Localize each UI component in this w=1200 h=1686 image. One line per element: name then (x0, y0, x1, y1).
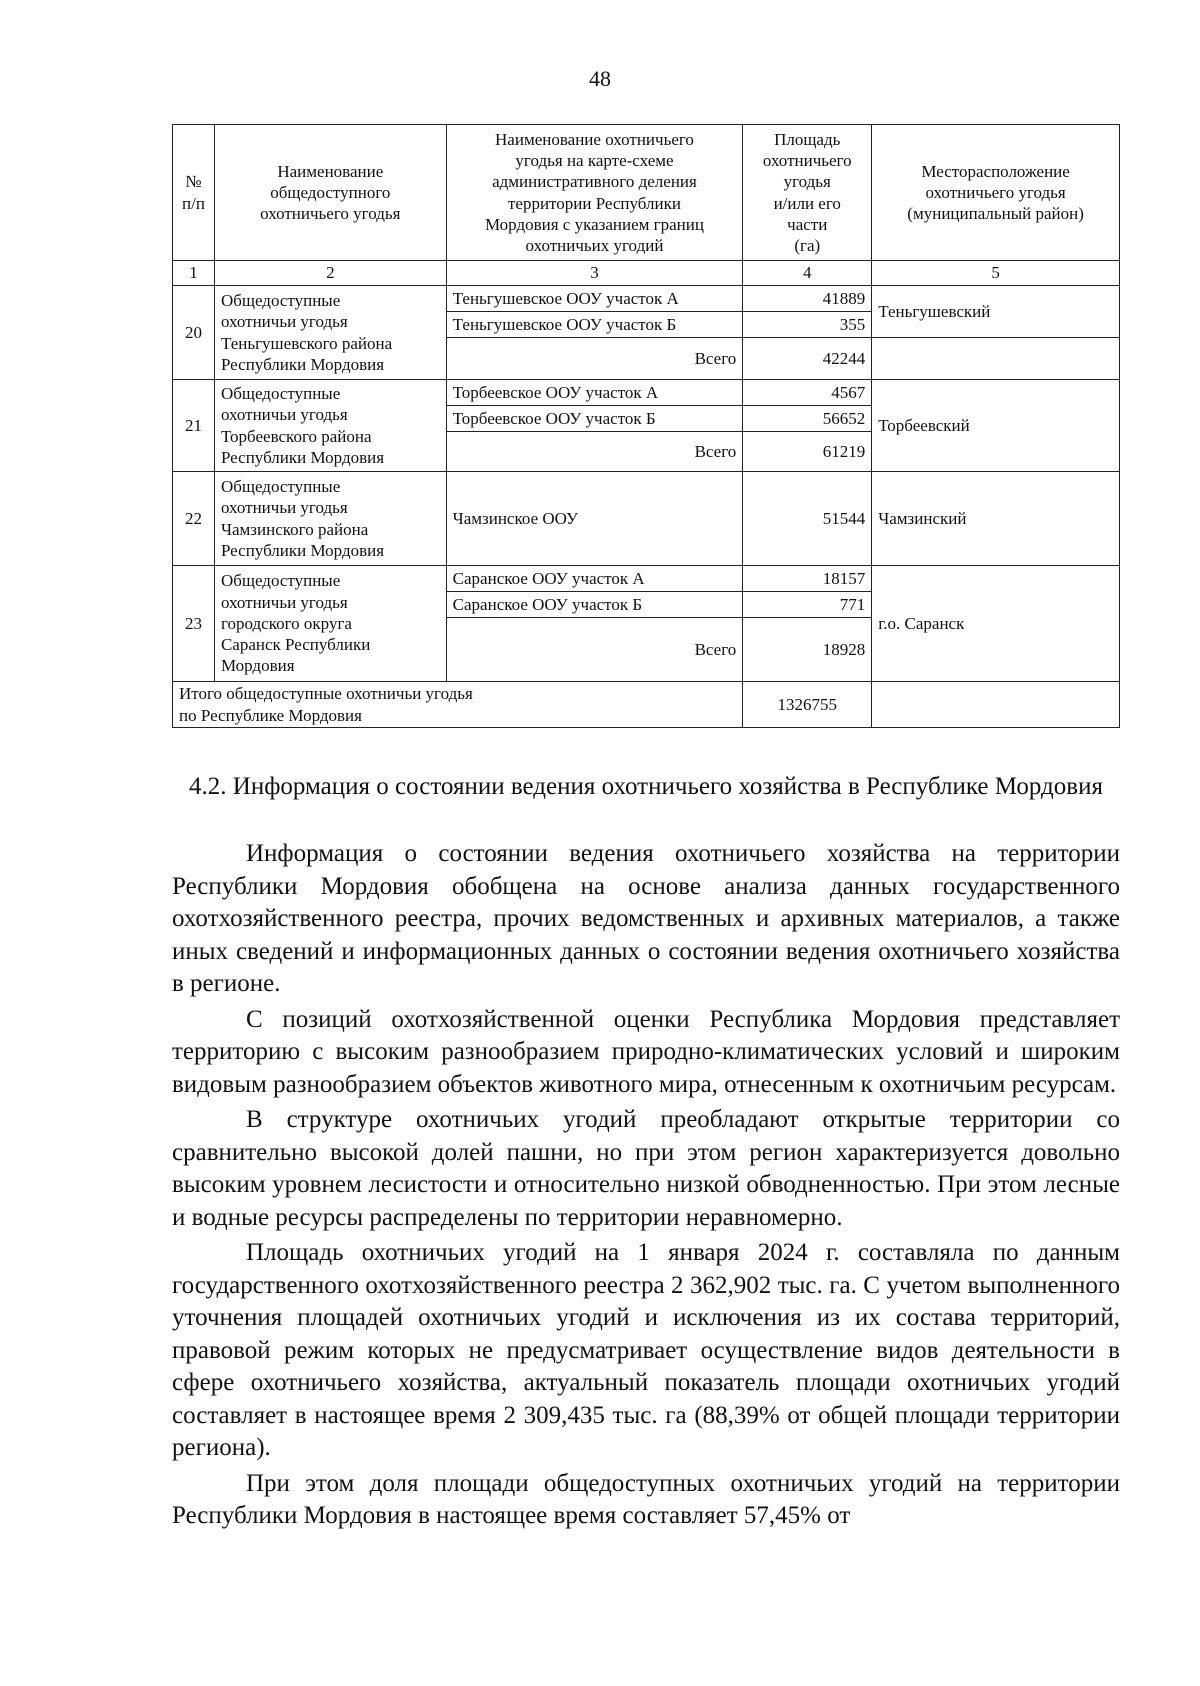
row-number: 23 (173, 566, 215, 682)
grand-total-row (173, 682, 1120, 728)
header-number: № п/п (173, 125, 215, 261)
ground-name: Общедоступные охотничьи угодья городского округа Саранск Республики Мордовия (214, 566, 446, 682)
part-name: Торбеевское ООУ участок А (446, 380, 743, 406)
column-number: 5 (872, 261, 1120, 286)
table-row (173, 566, 1120, 592)
part-area: 4567 (743, 380, 872, 406)
paragraph: Площадь охотничьих угодий на 1 января 2024 г. составляла по данным государственного охотхозяйственного реестра 2 362,902 тыс. га. С учетом выполненного уточнения площадей охотничьих угодий и исключения из их состава территорий, правовой режим которых не предусматривает осуществление видов деятельности в сфере охотничьего хозяйства, актуальный показатель площади охотничьих угодий составляет в настоящее время 2 309,435 тыс. га (88,39% от общей площади территории региона). (172, 1239, 1120, 1461)
table-row (173, 286, 1120, 312)
part-area: 355 (743, 312, 872, 338)
paragraph: Информация о состоянии ведения охотничьего хозяйства на территории Республики Мордовия обобщена на основе анализа данных государственного охотхозяйственного реестра, прочих ведомственных и архивных материалов, а также иных сведений и информационных данных о состоянии ведения охотничьего хозяйства в регионе. (172, 840, 1120, 997)
ground-name: Общедоступные охотничьи угодья Торбеевского района Республики Мордовия (214, 380, 446, 472)
part-area: 41889 (743, 286, 872, 312)
row-number: 22 (173, 472, 215, 566)
ground-name: Общедоступные охотничьи угодья Чамзинского района Республики Мордовия (214, 472, 446, 566)
part-name: Торбеевское ООУ участок Б (446, 406, 743, 432)
location: Теньгушевский (872, 286, 1120, 338)
header-ground-name: Наименование общедоступного охотничьего угодья (214, 125, 446, 261)
table-row (173, 380, 1120, 406)
paragraph: При этом доля площади общедоступных охотничьих угодий на территории Республики Мордовия в настоящее время составляет 57,45% от (172, 1469, 1120, 1529)
part-name: Теньгушевское ООУ участок Б (446, 312, 743, 338)
header-map-name: Наименование охотничьего угодья на карте-схеме административного деления территории Республики Мордовия с указанием границ охотничьих угодий (446, 125, 743, 261)
total-area: 42244 (743, 338, 872, 380)
empty-cell (872, 338, 1120, 380)
grand-total-area: 1326755 (743, 682, 872, 728)
location: Торбеевский (872, 380, 1120, 472)
column-number: 3 (446, 261, 743, 286)
header-area: Площадь охотничьего угодья и/или его части (га) (743, 125, 872, 261)
column-number: 1 (173, 261, 215, 286)
total-area: 61219 (743, 432, 872, 472)
location: Чамзинский (872, 472, 1120, 566)
section-body (172, 838, 1120, 1536)
part-name: Саранское ООУ участок Б (446, 592, 743, 618)
grand-total-label: Итого общедоступные охотничьи угодья по Республике Мордовия (173, 682, 743, 728)
table-row (173, 472, 1120, 566)
part-area: 56652 (743, 406, 872, 432)
column-number: 4 (743, 261, 872, 286)
header-location: Месторасположение охотничьего угодья (муниципальный район) (872, 125, 1120, 261)
part-area: 51544 (743, 472, 872, 566)
paragraph: С позиций охотхозяйственной оценки Республика Мордовия представляет территорию с высоким разнообразием природно-климатических условий и широким видовым разнообразием объектов животного мира, отнесенным к охотничьим ресурсам. (172, 1005, 1120, 1098)
location: г.о. Саранск (872, 566, 1120, 682)
part-name: Теньгушевское ООУ участок А (446, 286, 743, 312)
ground-name: Общедоступные охотничьи угодья Теньгушевского района Республики Мордовия (214, 286, 446, 380)
total-area: 18928 (743, 618, 872, 682)
column-number: 2 (214, 261, 446, 286)
total-label: Всего (446, 338, 743, 380)
row-number: 21 (173, 380, 215, 472)
part-area: 771 (743, 592, 872, 618)
hunting-grounds-table (172, 124, 1120, 728)
paragraph: В структуре охотничьих угодий преобладают открытые территории со сравнительно высокой долей пашни, но при этом регион характеризуется довольно высоким уровнем лесистости и относительно низкой обводненностью. При этом лесные и водные ресурсы распределены по территории неравномерно. (172, 1106, 1120, 1231)
part-name: Чамзинское ООУ (446, 472, 743, 566)
empty-cell (872, 682, 1120, 728)
part-name: Саранское ООУ участок А (446, 566, 743, 592)
total-label: Всего (446, 618, 743, 682)
page-number: 48 (589, 66, 611, 91)
column-number-row (173, 261, 1120, 286)
table-header-row (173, 125, 1120, 261)
part-area: 18157 (743, 566, 872, 592)
total-label: Всего (446, 432, 743, 472)
section-title: 4.2. Информация о состоянии ведения охотничьего хозяйства в Республике Мордовия (189, 773, 1103, 800)
row-number: 20 (173, 286, 215, 380)
